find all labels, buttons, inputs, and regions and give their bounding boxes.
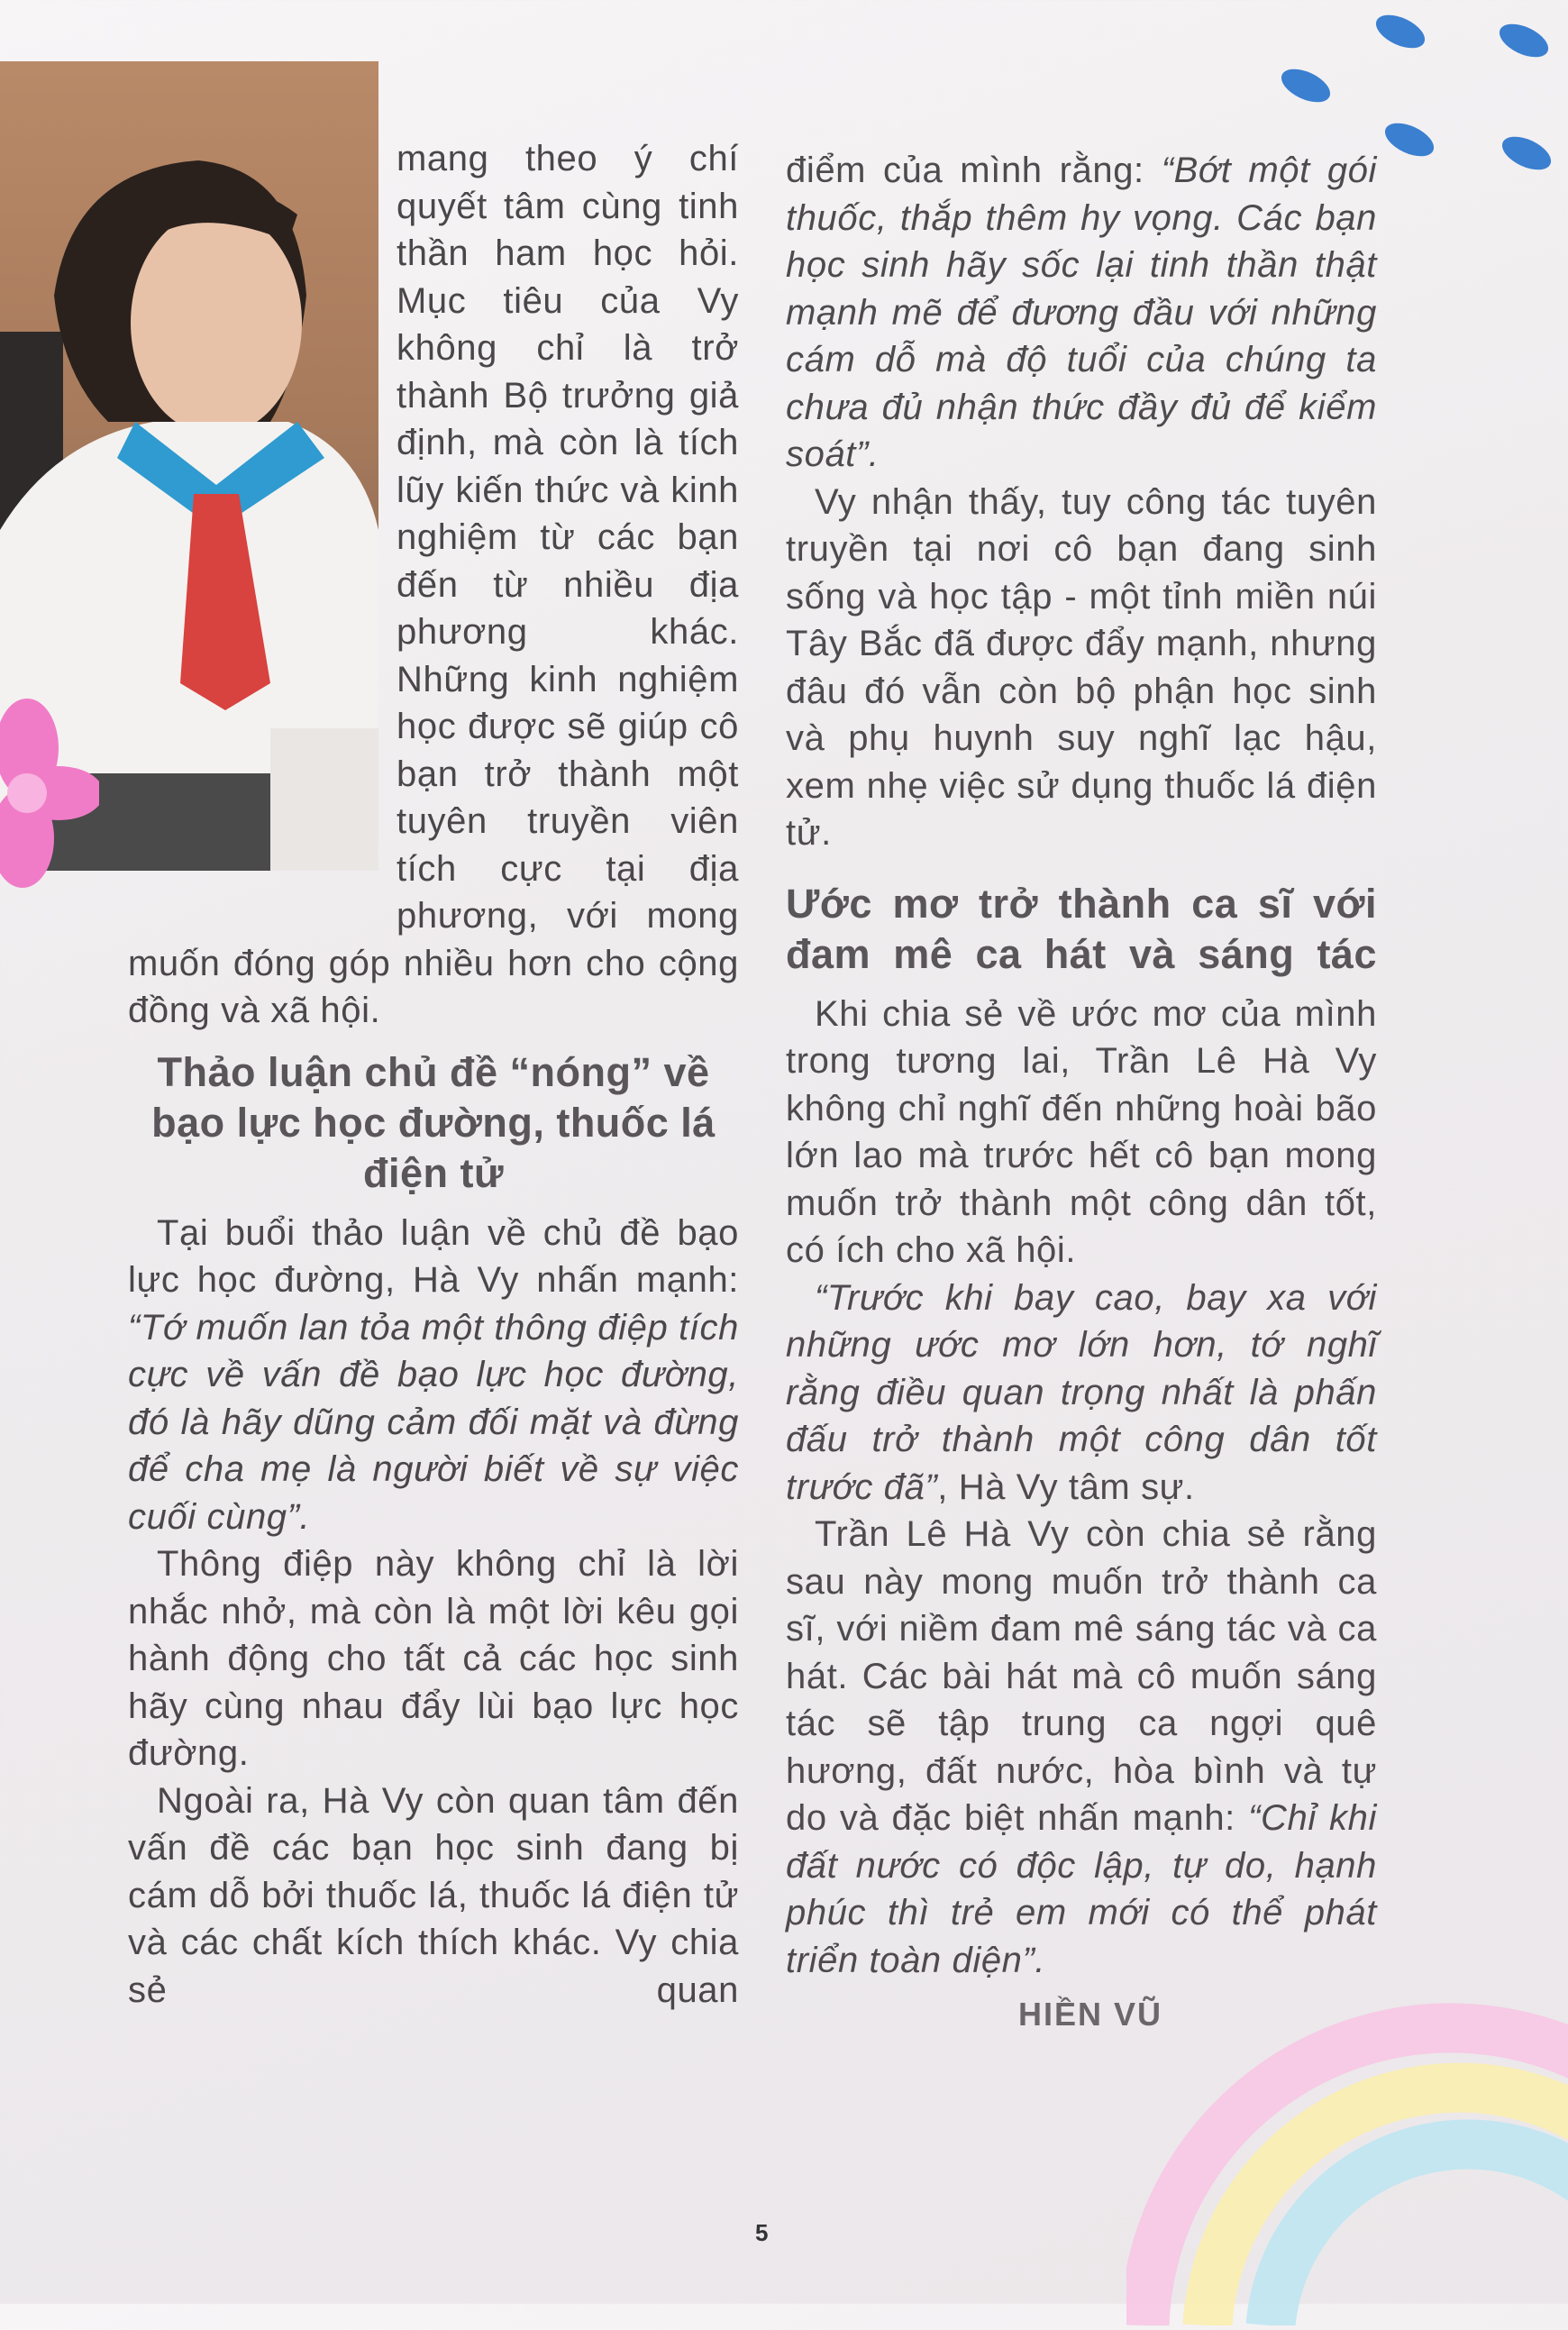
- blue-dot-decoration: [1497, 130, 1555, 177]
- paragraph-text: , Hà Vy tâm sự.: [937, 1467, 1195, 1507]
- quote-text: “Chỉ khi đất nước có độc lập, tự do, hạnh phúc thì trẻ em mới có thể phát triển toàn diện”.: [786, 1798, 1377, 1980]
- section-heading-school-violence: Thảo luận chủ đề “nóng” về bạo lực học đường, thuốc lá điện tử: [151, 1048, 716, 1196]
- quote-text: “Tớ muốn lan tỏa một thông điệp tích cực về vấn đề bạo lực học đường, đó là hãy dũng cảm đối mặt và đừng để cha mẹ là người biết về sự việc cuối cùng”.: [128, 1307, 739, 1537]
- paragraph-text: Vy nhận thấy, tuy công tác tuyên truyền tại nơi cô bạn đang sinh sống và học tập - một tỉnh miền núi Tây Bắc đã được đẩy mạnh, nhưng đâu đó vẫn còn bộ phận học sinh và phụ huynh suy nghĩ lạc hậu, xem nhẹ việc sử dụng thuốc lá điện tử.: [786, 481, 1377, 853]
- body-paragraph: [786, 1511, 1377, 1984]
- left-column: [128, 135, 739, 2014]
- school-violence-paragraphs: [128, 1210, 739, 2015]
- body-paragraph: [128, 1777, 739, 2015]
- body-paragraph: [786, 479, 1377, 857]
- section-heading-singer-dream: Ước mơ trở thành ca sĩ với đam mê ca hát và sáng tác: [786, 880, 1377, 977]
- paragraph-text: điểm của mình rằng:: [786, 151, 1162, 190]
- body-paragraph: [786, 991, 1377, 1275]
- paragraph-text: Tại buổi thảo luận về chủ đề bạo lực học đường, Hà Vy nhấn mạnh:: [128, 1212, 739, 1300]
- blue-dot-decoration: [1276, 62, 1335, 109]
- page-number: 5: [755, 2219, 769, 2246]
- paragraph-text: Khi chia sẻ về ước mơ của mình trong tương lai, Trần Lê Hà Vy không chỉ nghĩ đến những hoài bão lớn lao mà trước hết cô bạn mong muốn trở thành một công dân tốt, có ích cho xã hội.: [786, 993, 1377, 1270]
- singer-dream-paragraphs: [786, 991, 1377, 1985]
- body-paragraph: [786, 147, 1377, 479]
- body-paragraph: [128, 1540, 739, 1777]
- paragraph-text: mang theo ý chí quyết tâm cùng tinh thần ham học hỏi. Mục tiêu của Vy không chỉ là trở thành Bộ trưởng giả định, mà còn là tích lũy kiến thức và kinh nghiệm từ các bạn đến từ nhiều địa phương khác. Những kinh nghiệm học được sẽ giúp cô bạn trở thành một tuyên truyền viên tích cực tại địa phương, với mong muốn đóng góp nhiều hơn cho cộng đồng và xã hội.: [128, 139, 739, 1030]
- paragraph-text: Ngoài ra, Hà Vy còn quan tâm đến vấn đề các bạn học sinh đang bị cám dỗ bởi thuốc lá, thuốc lá điện tử và các chất kích thích khác. Vy chia sẻ quan: [128, 1780, 739, 2010]
- photo-wrap-spacer: [0, 135, 397, 937]
- blue-dot-decoration: [1380, 116, 1438, 163]
- blue-dot-decoration: [1494, 17, 1553, 64]
- body-paragraph: [786, 1275, 1377, 1512]
- body-paragraph: [128, 1210, 739, 1541]
- paragraph-text: Trần Lê Hà Vy còn chia sẻ rằng sau này mong muốn trở thành ca sĩ, với niềm đam mê sáng tác và ca hát. Các bài hát mà cô muốn sáng tác sẽ tập trung ca ngợi quê hương, đất nước, hòa bình và tự do và đặc biệt nhấn mạnh:: [786, 1514, 1377, 1838]
- paragraph-text: Thông điệp này không chỉ là lời nhắc nhở, mà còn là một lời kêu gọi hành động cho tất cả các học sinh hãy cùng nhau đẩy lùi bạo lực học đường.: [128, 1544, 739, 1773]
- quote-text: “Bớt một gói thuốc, thắp thêm hy vọng. Các bạn học sinh hãy sốc lại tinh thần thật mạnh mẽ để đương đầu với những cám dỗ mà độ tuổi của chúng ta chưa đủ nhận thức đầy đủ để kiểm soát”.: [786, 151, 1378, 474]
- quote-text: “Trước khi bay cao, bay xa với những ước mơ lớn hơn, tớ nghĩ rằng điều quan trọng nhất là phấn đấu trở thành một công dân tốt trước đã”: [786, 1277, 1377, 1507]
- blue-dot-decoration: [1371, 8, 1429, 55]
- right-column: [786, 147, 1377, 2039]
- ecig-paragraphs: [786, 147, 1377, 857]
- author-byline: HIỀN VŨ: [1017, 1996, 1163, 2033]
